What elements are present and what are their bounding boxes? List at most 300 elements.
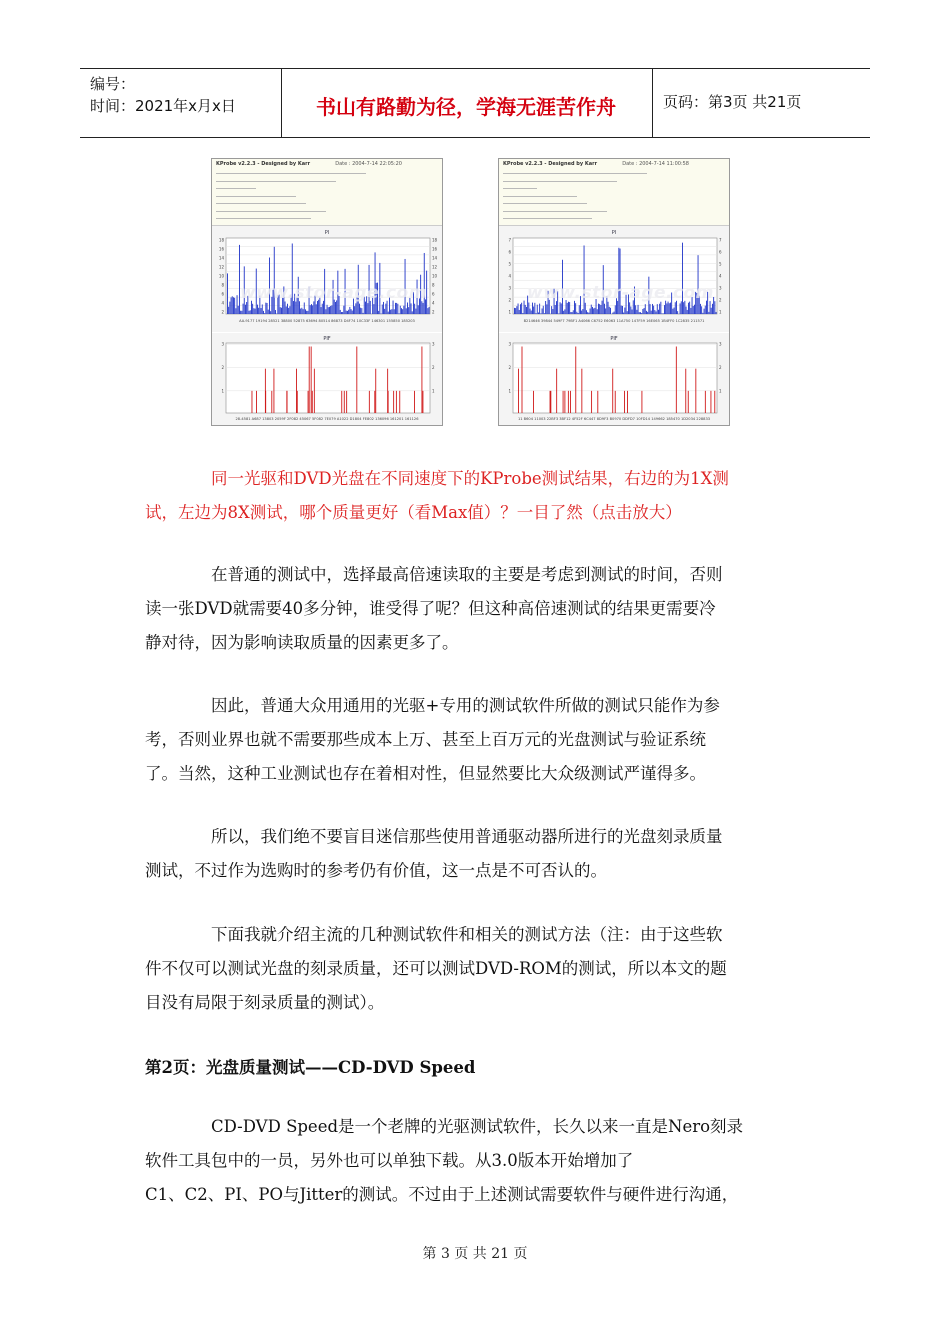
pi-bar	[355, 303, 356, 314]
kprobe-info-panel	[499, 159, 729, 226]
pi-bar	[327, 305, 328, 314]
pi-bar	[581, 311, 582, 314]
pi-bar	[575, 303, 576, 314]
pi-bar	[401, 308, 402, 314]
pi-ytick: 14	[218, 255, 224, 261]
pi-bar	[635, 305, 636, 314]
pi-bar	[536, 313, 537, 314]
pi-bar	[330, 306, 331, 314]
pi-ytick: 5	[719, 261, 722, 267]
pi-bar	[660, 302, 661, 314]
header-meta	[90, 73, 236, 117]
pi-ytick: 1	[719, 309, 722, 315]
pi-bar	[383, 302, 384, 314]
pi-ytick: 10	[218, 273, 224, 279]
pi-bar	[342, 312, 343, 314]
pi-bar	[666, 303, 667, 314]
pi-bar	[245, 305, 246, 314]
pi-bar	[584, 245, 585, 314]
pif-bar	[688, 391, 689, 413]
pi-bar	[693, 306, 694, 314]
info-text-line	[503, 196, 577, 197]
pif-bar	[710, 391, 711, 413]
pif-bar	[297, 391, 298, 413]
pi-bar	[421, 301, 422, 314]
pi-bar	[252, 304, 253, 314]
pi-bar	[385, 304, 386, 314]
pi-bar	[564, 309, 565, 314]
pi-bar	[570, 312, 571, 314]
pif-ytick: 2	[221, 365, 224, 370]
pi-bar	[592, 307, 593, 314]
pi-bar	[528, 303, 529, 314]
pi-bar	[340, 310, 341, 314]
pif-chart	[499, 333, 729, 425]
pif-bar	[556, 369, 557, 413]
pi-bar	[551, 306, 552, 314]
pi-bar	[231, 297, 232, 314]
pi-bar	[313, 301, 314, 314]
pi-bar	[262, 304, 263, 314]
pif-bar	[714, 391, 715, 413]
pi-bar	[621, 306, 622, 314]
pi-bar	[672, 309, 673, 314]
paragraph-line: 了。当然，这种工业测试也存在着相对性，但显然要比大众级测试严谨得多。	[145, 764, 706, 783]
pi-ytick: 2	[221, 309, 224, 315]
pi-bar	[394, 309, 395, 314]
watermark: www.stor-age.com	[240, 283, 427, 303]
pi-bar	[390, 310, 391, 314]
pi-bar	[622, 306, 623, 314]
pi-bar	[408, 307, 409, 314]
pif-ytick: 2	[432, 365, 435, 370]
pi-ytick: 16	[432, 246, 438, 252]
pi-bar	[228, 307, 229, 314]
pi-bar	[348, 310, 349, 314]
pi-bar	[578, 313, 579, 314]
pi-bar	[525, 305, 526, 314]
pi-chart	[499, 226, 729, 332]
pi-bar	[544, 313, 545, 314]
pi-ytick: 6	[719, 249, 722, 255]
pif-bar	[375, 369, 376, 413]
pi-bar	[540, 313, 541, 314]
info-text-line	[216, 203, 306, 204]
pi-label: PI	[324, 230, 330, 236]
pi-bar	[654, 310, 655, 314]
pi-bar	[651, 311, 652, 314]
pif-bar	[568, 391, 569, 413]
pi-ytick: 18	[432, 237, 438, 243]
info-text-line	[503, 218, 592, 219]
pi-bar	[316, 304, 317, 314]
pif-bar	[312, 391, 313, 413]
pi-bar	[597, 309, 598, 314]
pif-bar	[612, 369, 613, 413]
pi-bar	[275, 310, 276, 314]
pi-bar	[627, 311, 628, 314]
pi-bar	[235, 308, 236, 314]
pi-bar	[257, 305, 258, 314]
pif-bar	[296, 369, 297, 413]
pi-bar	[533, 306, 534, 314]
pi-bar	[240, 311, 241, 314]
pi-bar	[373, 304, 374, 314]
pi-bar	[543, 306, 544, 314]
pif-bar	[522, 347, 523, 414]
pi-bar	[270, 311, 271, 314]
pif-bar	[344, 391, 345, 413]
kprobe-title: KProbe v2.2.3 - Designed by Karr	[503, 161, 598, 167]
pi-chart	[212, 226, 442, 332]
pi-bar	[238, 306, 239, 314]
pi-bar	[412, 311, 413, 314]
pi-bar	[711, 308, 712, 314]
pi-xticks: B214646 39844 549F7 79BF1 A4066 C6752 E6063 11A750 147F59 16E065 1B4FF0 1C2835 211571	[523, 319, 705, 323]
pi-bar	[352, 311, 353, 314]
pif-bar	[271, 391, 272, 413]
pi-bar	[690, 308, 691, 314]
pif-bar	[414, 391, 415, 413]
pi-bar	[537, 305, 538, 314]
pi-bar	[677, 311, 678, 314]
pif-bar	[550, 391, 551, 413]
image-caption	[145, 462, 815, 530]
paragraph-line: 测试，不过作为选购时的参考仍有价值，这一点是不可否认的。	[145, 861, 607, 880]
pi-bar	[522, 313, 523, 314]
pi-ytick: 7	[719, 237, 722, 243]
pi-bar	[261, 308, 262, 314]
pif-bar	[641, 391, 642, 413]
pi-bar	[268, 310, 269, 314]
pi-bar	[561, 303, 562, 314]
pi-bar	[531, 311, 532, 314]
pi-bar	[612, 313, 613, 314]
pi-bar	[668, 302, 669, 314]
pi-bar	[250, 310, 251, 314]
pif-chart	[212, 333, 442, 425]
kprobe-screenshot-1x[interactable]	[498, 158, 730, 426]
pi-ytick: 7	[508, 237, 511, 243]
pi-bar	[303, 309, 304, 314]
pi-bar	[630, 306, 631, 314]
kprobe-screenshot-8x[interactable]	[211, 158, 443, 426]
pif-ytick: 1	[508, 388, 511, 394]
info-text-line	[503, 181, 617, 182]
pi-bar	[694, 305, 695, 314]
pi-bar	[307, 311, 308, 314]
pif-bar	[396, 391, 397, 413]
pi-bar	[521, 303, 522, 314]
pi-bar	[644, 308, 645, 314]
pi-bar	[329, 307, 330, 314]
pi-bar	[285, 302, 286, 314]
pi-bar	[712, 304, 713, 314]
paragraph-line: 件不仅可以测试光盘的刻录质量，还可以测试DVD-ROM的测试，所以本文的题	[145, 959, 727, 978]
pi-ytick: 2	[719, 297, 722, 303]
pi-bar	[552, 309, 553, 314]
pi-bar	[669, 303, 670, 314]
pi-bar	[239, 245, 240, 314]
pi-bar	[305, 309, 306, 314]
pi-bar	[569, 302, 570, 314]
pi-bar	[663, 313, 664, 314]
pif-bar	[705, 391, 706, 413]
pi-bar	[588, 313, 589, 314]
pi-bar	[568, 302, 569, 314]
pif-bar	[341, 391, 342, 413]
pi-bar	[258, 308, 259, 314]
kprobe-title: KProbe v2.2.3 - Designed by Karr	[216, 161, 311, 167]
pi-ytick: 6	[221, 291, 224, 297]
pi-bar	[534, 303, 535, 314]
pi-bar	[689, 302, 690, 314]
pi-bar	[237, 295, 238, 314]
pif-ytick: 3	[719, 341, 722, 347]
paragraph-line: 静对待，因为影响读取质量的因素更多了。	[145, 633, 459, 652]
pi-bar	[415, 309, 416, 314]
pi-ytick: 10	[432, 273, 438, 279]
pi-bar	[325, 309, 326, 314]
pi-bar	[423, 303, 424, 314]
pi-bar	[264, 313, 265, 314]
pi-bar	[396, 303, 397, 314]
pi-bar	[704, 309, 705, 314]
pi-bar	[418, 305, 419, 314]
pi-bar	[598, 304, 599, 314]
pif-ytick: 1	[221, 388, 224, 394]
pif-bar	[286, 391, 287, 413]
pi-bar	[572, 312, 573, 314]
pif-bar	[627, 391, 628, 413]
pi-bar	[227, 273, 228, 314]
pi-bar	[664, 305, 665, 314]
pi-bar	[593, 308, 594, 314]
number-label: 编号：	[90, 75, 136, 93]
pi-bar	[582, 309, 583, 314]
info-text-line	[216, 196, 296, 197]
pif-bar	[695, 369, 696, 413]
pi-bar	[304, 302, 305, 314]
section-heading: 第2页：光盘质量测试——CD-DVD Speed	[145, 1058, 476, 1077]
pi-bar	[642, 309, 643, 314]
paragraph	[145, 689, 815, 791]
pi-ytick: 14	[432, 255, 438, 261]
pi-bar	[585, 303, 586, 314]
paragraph	[145, 918, 815, 1020]
paragraph	[145, 820, 815, 888]
pi-bar	[341, 312, 342, 314]
pi-bar	[610, 308, 611, 314]
pi-bar	[558, 313, 559, 314]
pi-bar	[249, 311, 250, 314]
pi-ytick: 8	[221, 282, 224, 288]
paragraph-line: 考，否则业界也就不需要那些成本上万、甚至上百万元的光盘测试与验证系统	[145, 730, 706, 749]
pif-xticks: 28-4581 A687 13803 2059F 2F082 45067 5F082 7E079 A1022 D1804 FE802 136096 161201 161126	[235, 417, 419, 421]
pi-bar	[306, 311, 307, 314]
pif-ytick: 1	[719, 388, 722, 394]
pi-bar	[360, 308, 361, 314]
pi-bar	[524, 301, 525, 314]
pif-bar	[563, 391, 564, 413]
pif-bar	[624, 391, 625, 413]
time-label: 时间：2021年x月x日	[90, 97, 236, 115]
pi-bar	[328, 307, 329, 314]
pif-bar	[615, 391, 616, 413]
pi-bar	[281, 308, 282, 314]
pi-bar	[636, 310, 637, 314]
pi-bar	[646, 311, 647, 314]
pi-bar	[354, 306, 355, 314]
pi-bar	[662, 313, 663, 314]
pi-bar	[590, 309, 591, 314]
pi-bar	[241, 311, 242, 314]
pi-ytick: 16	[218, 246, 224, 252]
pi-bar	[587, 312, 588, 314]
pi-bar	[573, 310, 574, 314]
pi-bar	[406, 308, 407, 314]
pi-bar	[653, 306, 654, 314]
pi-bar	[658, 310, 659, 314]
paragraph-line: 因此，普通大众用通用的光驱+专用的测试软件所做的测试只能作为参	[211, 696, 720, 715]
pi-bar	[576, 312, 577, 314]
info-text-line	[216, 211, 326, 212]
pi-ytick: 4	[432, 300, 435, 306]
pi-bar	[301, 308, 302, 314]
pi-bar	[286, 306, 287, 314]
pi-bar	[641, 313, 642, 314]
pi-bar	[516, 306, 517, 314]
pi-bar	[382, 305, 383, 314]
pi-bar	[682, 243, 683, 314]
pi-bar	[657, 304, 658, 314]
pif-bar	[550, 391, 551, 413]
pif-ytick: 2	[508, 365, 511, 370]
pi-bar	[530, 309, 531, 314]
pi-ytick: 5	[508, 261, 511, 267]
pi-bar	[680, 303, 681, 314]
info-text-line	[216, 181, 336, 182]
pif-bar	[311, 347, 312, 414]
pi-bar	[700, 304, 701, 314]
pif-bar	[676, 347, 677, 414]
pi-bar	[563, 311, 564, 314]
pi-bar	[656, 311, 657, 314]
pif-bar	[422, 391, 423, 413]
pi-bar	[686, 307, 687, 314]
pif-bar	[374, 391, 375, 413]
caption-line: 同一光驱和DVD光盘在不同速度下的KProbe测试结果，右边的为1X测	[211, 469, 729, 488]
info-text-line	[216, 173, 366, 174]
pi-bar	[675, 302, 676, 314]
pi-bar	[263, 311, 264, 314]
pi-bar	[310, 305, 311, 314]
pi-bar	[229, 302, 230, 314]
info-text-line	[503, 173, 647, 174]
pi-bar	[705, 306, 706, 314]
kprobe-info-panel	[212, 159, 442, 226]
pi-bar	[403, 306, 404, 314]
pi-bar	[234, 298, 235, 314]
pi-bar	[645, 304, 646, 314]
pi-bar	[359, 304, 360, 314]
pi-bar	[321, 307, 322, 314]
paragraph-line: 读一张DVD就需要40多分钟，谁受得了呢？但这种高倍速测试的结果更需要冷	[145, 599, 716, 618]
paragraph-line: CD-DVD Speed是一个老牌的光驱测试软件，长久以来一直是Nero刻录	[211, 1117, 744, 1136]
pi-xticks: AA-9177 19194 28521 38800 52875 63694 80514 86873 D4F74 10C33F 146301 155850 185203	[239, 319, 415, 323]
pi-bar	[605, 308, 606, 314]
pif-ytick: 1	[432, 388, 435, 394]
page-header	[80, 68, 870, 138]
pi-bar	[255, 309, 256, 314]
pi-bar	[399, 313, 400, 314]
pi-bar	[288, 308, 289, 314]
pif-ytick: 3	[221, 341, 224, 347]
pi-bar	[518, 303, 519, 314]
pi-bar	[363, 313, 364, 314]
pi-bar	[361, 308, 362, 314]
pi-ytick: 12	[218, 264, 224, 270]
pi-bar	[274, 247, 275, 314]
pif-label: PIF	[610, 336, 618, 342]
info-text-line	[503, 211, 607, 212]
pif-bar	[369, 391, 370, 413]
pi-bar	[233, 297, 234, 314]
pif-bar	[388, 391, 389, 413]
pi-ytick: 2	[432, 309, 435, 315]
pi-bar	[542, 308, 543, 314]
pi-bar	[555, 305, 556, 314]
pi-bar	[670, 303, 671, 314]
pi-bar	[629, 302, 630, 314]
pif-bar	[309, 347, 310, 414]
pi-bar	[539, 304, 540, 314]
pi-bar	[560, 302, 561, 314]
pif-bar	[265, 369, 266, 413]
pif-bar	[314, 369, 315, 413]
pif-bar	[581, 369, 582, 413]
paragraph-line: C1、C2、PI、PO与Jitter的测试。不过由于上述测试需要软件与硬件进行沟通，	[145, 1185, 739, 1204]
pi-bar	[295, 302, 296, 314]
pif-ytick: 2	[719, 365, 722, 370]
pi-bar	[650, 304, 651, 314]
caption-line: 试，左边为8X测试，哪个质量更好（看Max值）？一目了然（点击放大）	[145, 503, 682, 522]
pif-bar	[421, 347, 422, 414]
pif-bar	[597, 391, 598, 413]
pi-bar	[623, 313, 624, 314]
pi-bar	[343, 306, 344, 314]
pi-bar	[716, 312, 717, 314]
pi-bar	[384, 309, 385, 314]
pi-bar	[624, 308, 625, 314]
info-text-line	[216, 218, 311, 219]
pi-bar	[600, 305, 601, 314]
pif-bar	[399, 391, 400, 413]
pi-bar	[367, 303, 368, 314]
pi-bar	[659, 304, 660, 314]
pi-bar	[299, 301, 300, 314]
pi-bar	[683, 302, 684, 314]
pi-bar	[400, 306, 401, 314]
pi-bar	[349, 307, 350, 314]
info-text-line	[503, 188, 537, 189]
pi-bar	[708, 312, 709, 314]
pif-bar	[256, 391, 257, 413]
pi-bar	[311, 304, 312, 314]
pif-bar	[252, 391, 253, 413]
pif-label: PIF	[323, 336, 331, 342]
pi-bar	[402, 309, 403, 314]
